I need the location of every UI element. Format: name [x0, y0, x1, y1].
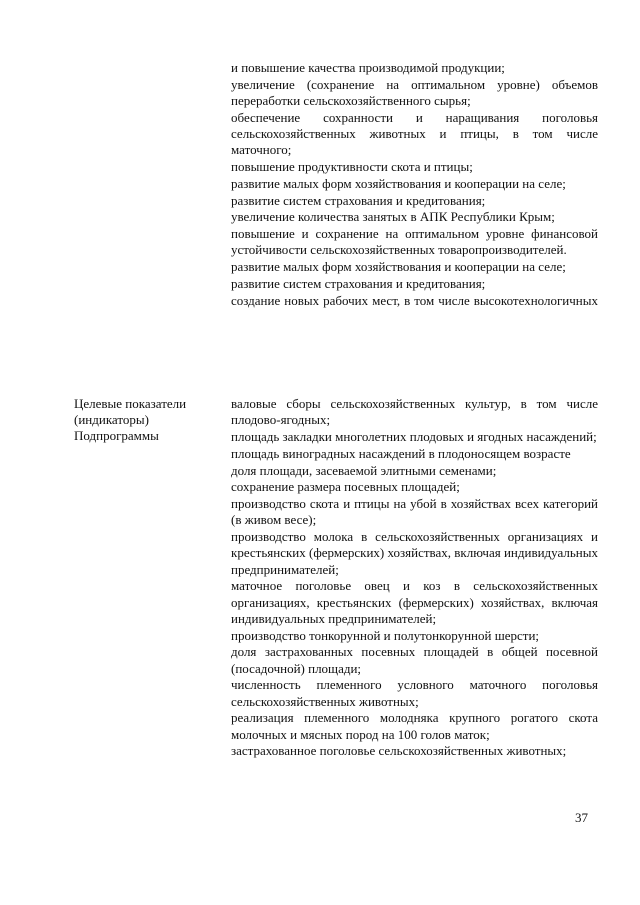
list-item: площадь закладки многолетних плодовых и ягодных насаждений; — [231, 429, 597, 444]
list-item: повышение и сохранение на оптимальном уровне финансовой устойчивости сельскохозяйственных товаропроизводителей. — [231, 226, 598, 258]
page-number: 37 — [575, 810, 588, 825]
list-item: производство скота и птицы на убой в хозяйствах всех категорий (в живом весе); — [231, 496, 598, 528]
list-item: маточное поголовье овец и коз в сельскохозяйственных организациях, крестьянских (фермерских) хозяйствах, включая индивидуальных предпринимателей; — [231, 578, 598, 626]
section-label-line: Целевые показатели — [74, 396, 187, 411]
list-item: развитие систем страхования и кредитования; — [231, 275, 486, 291]
section-label-line: Подпрограммы — [74, 428, 159, 444]
list-item: площадь виноградных насаждений в плодоносящем возрасте — [231, 445, 571, 461]
list-item: производство молока в сельскохозяйственных организациях и крестьянских (фермерских) хозяйствах, включая индивидуальных предпринимателей; — [231, 529, 598, 577]
list-item: доля застрахованных посевных площадей в общей посевной (посадочной) площади; — [231, 644, 598, 676]
list-item: увеличение количества занятых в АПК Республики Крым; — [231, 209, 555, 225]
list-item: численность племенного условного маточного поголовья сельскохозяйственных животных; — [231, 677, 598, 709]
list-item: доля площади, засеваемой элитными семенами; — [231, 462, 497, 478]
list-item: создание новых рабочих мест, в том числе высокотехнологичных — [231, 292, 598, 308]
list-item: увеличение (сохранение на оптимальном уровне) объемов переработки сельскохозяйственного сырья; — [231, 76, 598, 108]
list-item: развитие систем страхования и кредитования; — [231, 192, 486, 208]
list-item: реализация племенного молодняка крупного рогатого скота молочных и мясных пород на 100 голов маток; — [231, 710, 598, 742]
list-item: сохранение размера посевных площадей; — [231, 479, 460, 495]
list-item: обеспечение сохранности и наращивания поголовья сельскохозяйственных животных и птицы, в том числе маточного; — [231, 109, 598, 158]
objectives-list — [231, 60, 598, 310]
list-item: производство тонкорунной и полутонкорунной шерсти; — [231, 627, 540, 643]
list-item: развитие малых форм хозяйствования и кооперации на селе; — [231, 175, 566, 191]
list-item: валовые сборы сельскохозяйственных культур, в том числе плодово-ягодных; — [231, 396, 598, 428]
list-item: застрахованное поголовье сельскохозяйственных животных; — [231, 743, 567, 759]
list-item: и повышение качества производимой продукции; — [231, 60, 505, 75]
indicators-list — [231, 396, 598, 760]
section-label — [74, 396, 224, 445]
list-item: повышение продуктивности скота и птицы; — [231, 159, 473, 174]
list-item: развитие малых форм хозяйствования и кооперации на селе; — [231, 259, 566, 275]
section-label-line: (индикаторы) — [74, 412, 149, 428]
